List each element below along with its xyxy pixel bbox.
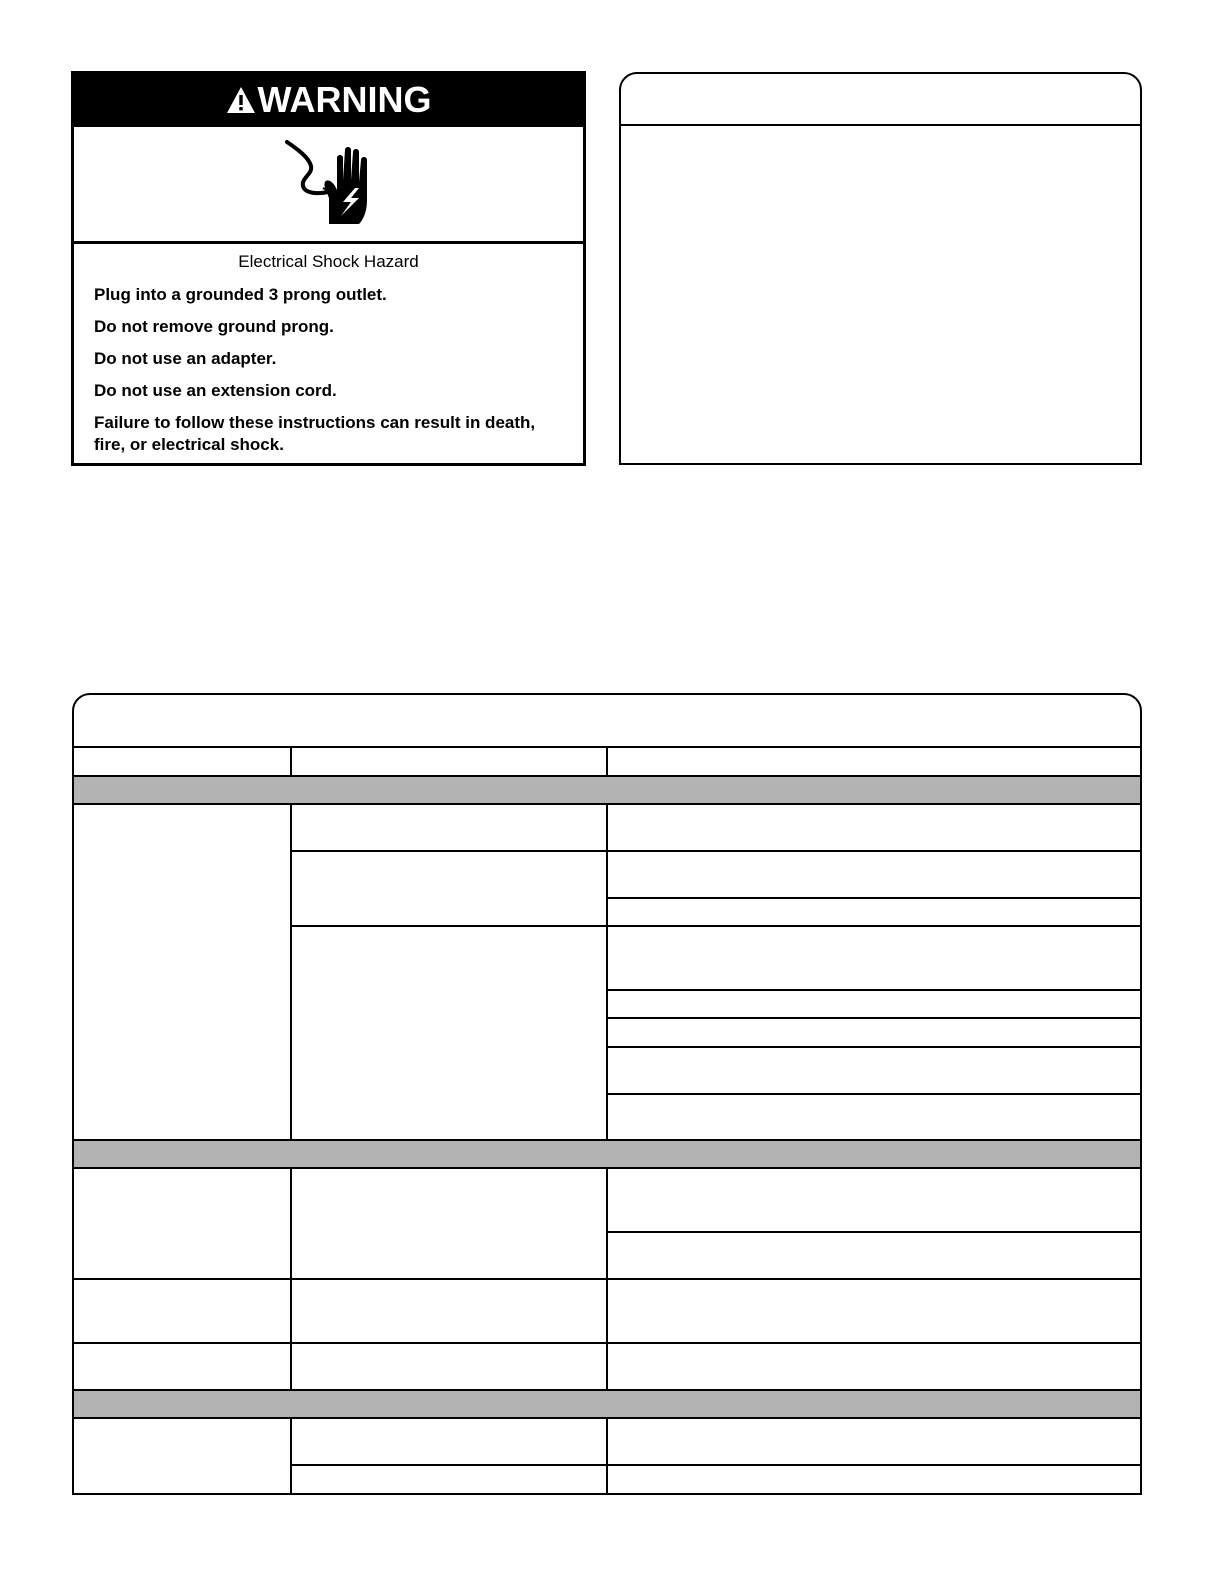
electrical-shock-hand-icon [279,136,379,232]
electrical-shock-warning [71,71,586,466]
warning-line-grounded-outlet: Plug into a grounded 3 prong outlet. [94,285,387,304]
s1-row-line-f [606,1046,1140,1048]
warning-line-extension-cord: Do not use an extension cord. [94,381,337,400]
s1-row-line-a [290,850,1140,852]
column-divider-2-header [606,746,608,777]
warning-image-panel [74,125,583,244]
s1-row-line-g [606,1093,1140,1095]
column-divider-2-section-1 [606,803,608,1141]
s2-row-line-a [606,1231,1140,1233]
warning-line-consequence: Failure to follow these instructions can result in death, fire, or electrical shock. [94,413,536,454]
section-band-3 [74,1389,1140,1419]
s1-row-line-d [606,989,1140,991]
side-info-box [619,72,1142,465]
s1-row-line-e [606,1017,1140,1019]
warning-title: WARNING [257,78,432,120]
column-divider-1-section-3 [290,1417,292,1495]
s2-row-line-c [74,1342,1140,1344]
s2-row-line-b [74,1278,1140,1280]
side-info-box-header [621,74,1140,126]
column-divider-1-header [290,746,292,777]
warning-body [74,244,583,456]
section-band-2 [74,1139,1140,1169]
troubleshooting-table [72,693,1142,1495]
column-divider-1-section-1 [290,803,292,1141]
warning-line-adapter: Do not use an adapter. [94,349,277,368]
warning-triangle-icon [226,86,256,114]
column-divider-2-section-3 [606,1417,608,1495]
s1-row-line-b [606,897,1140,899]
hazard-title: Electrical Shock Hazard [238,252,419,271]
warning-line-ground-prong: Do not remove ground prong. [94,317,334,336]
section-band-1 [74,775,1140,805]
s1-row-line-c [290,925,1140,927]
s3-row-line-a [290,1464,1140,1466]
warning-header [74,74,583,125]
